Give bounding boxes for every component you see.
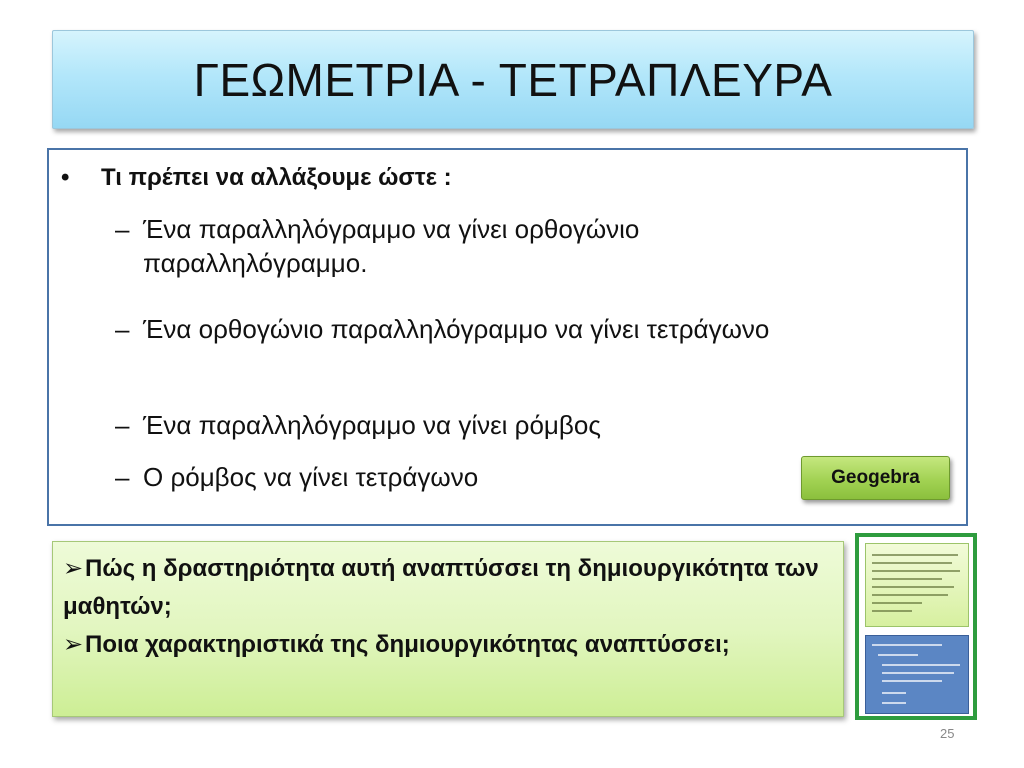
sub-item-3: [115, 408, 823, 442]
question-text: Πώς η δραστηριότητα αυτή αναπτύσσει τη δημιουργικότητα των μαθητών;: [63, 555, 819, 620]
sub-item-text: Ο ρόμβος να γίνει τετράγωνο: [143, 462, 479, 492]
sub-item-2: [115, 312, 823, 346]
bullet-marker: •: [61, 164, 70, 191]
content-box: [47, 148, 968, 526]
page-number: 25: [940, 726, 955, 741]
question-text: Ποια χαρακτηριστικά της δημιουργικότητας αναπτύσσει;: [85, 631, 730, 658]
main-bullet-text: Τι πρέπει να αλλάξουμε ώστε :: [101, 164, 452, 191]
title-box: [52, 30, 974, 129]
sub-item-text: Ένα παραλληλόγραμμο να γίνει ρόμβος: [143, 410, 601, 440]
dash-marker: –: [115, 462, 130, 492]
sub-item-1: [115, 212, 823, 280]
main-bullet: [61, 164, 452, 192]
arrow-bullet-icon: ➢: [63, 555, 84, 582]
sub-item-text: Ένα παραλληλόγραμμο να γίνει ορθογώνιο παραλληλόγραμμο.: [143, 214, 640, 278]
question-2: [63, 626, 833, 664]
dash-marker: –: [115, 214, 130, 244]
arrow-bullet-icon: ➢: [63, 631, 84, 658]
dash-marker: –: [115, 314, 130, 344]
thumbnail-bottom-panel: [865, 635, 969, 714]
question-box: [52, 541, 844, 717]
sub-item-4: [115, 460, 823, 494]
sub-item-text: Ένα ορθογώνιο παραλληλόγραμμο να γίνει τετράγωνο: [143, 314, 770, 344]
slide-thumbnail[interactable]: [855, 533, 977, 720]
thumbnail-top-panel: [865, 543, 969, 627]
question-1: [63, 550, 833, 626]
slide-title: ΓΕΩΜΕΤΡΙΑ - ΤΕΤΡΑΠΛΕΥΡΑ: [193, 53, 833, 106]
dash-marker: –: [115, 410, 130, 440]
geogebra-button[interactable]: Geogebra: [801, 456, 950, 500]
